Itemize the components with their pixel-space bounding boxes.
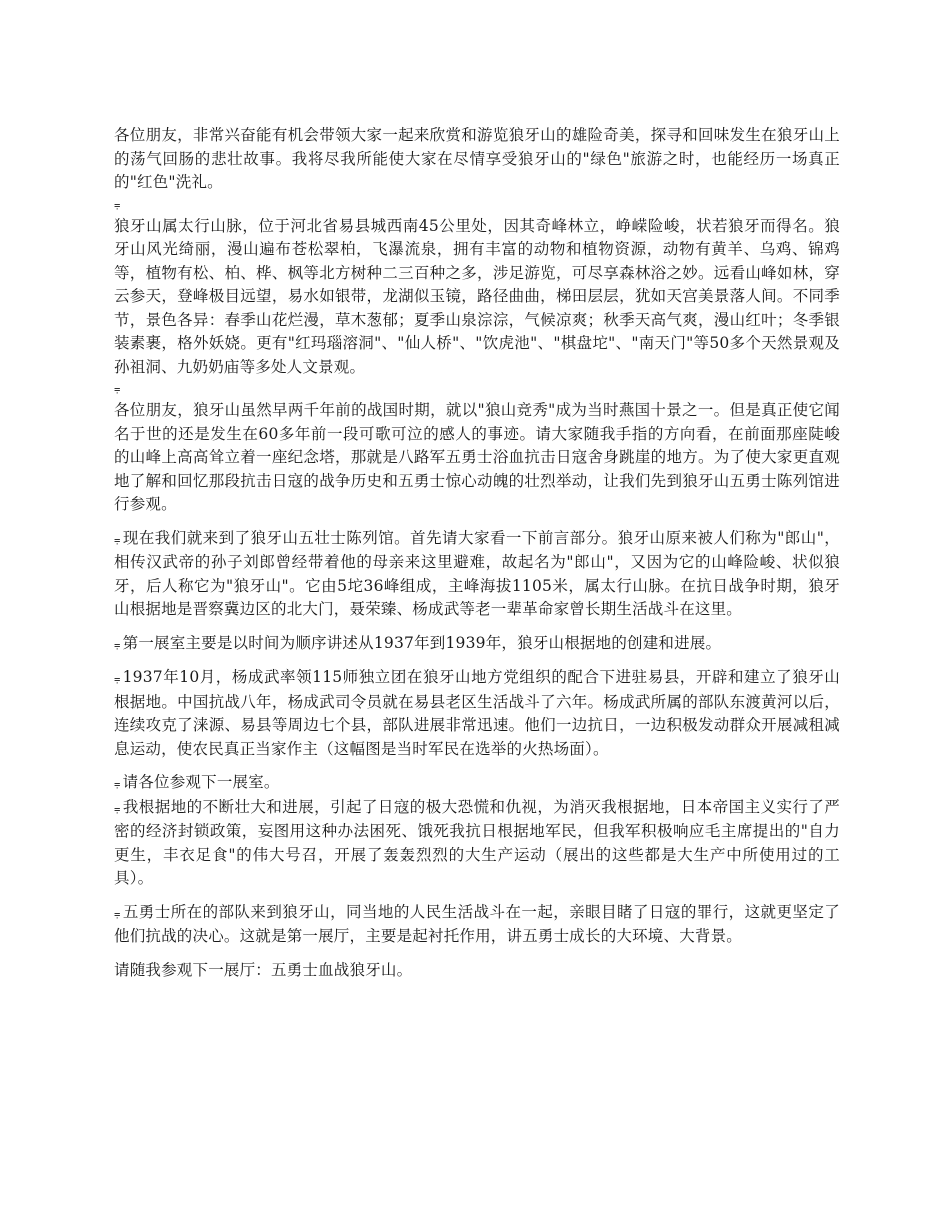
paragraph-first-hall <box>114 632 840 657</box>
paragraph-scenery: 狼牙山属太行山脉，位于河北省易县城西南45公里处，因其奇峰林立，峥嵘险峻，状若狼牙而得名。狼牙山风光绮丽，漫山遍布苍松翠柏，飞瀑流泉，拥有丰富的动物和植物资源，动物有黄羊、乌鸡、锦鸡等，植物有松、柏、桦、枫等北方树种二三百种之多，涉足游览，可尽享森林浴之妙。远看山峰如林，穿云参天，登峰极目远望，易水如银带，龙湖似玉镜，路径曲曲，梯田层层，犹如天宫美景落人间。不同季节，景色各异：春季山花烂漫，草木葱郁；夏季山泉淙淙，气候凉爽；秋季天高气爽，漫山红叶；冬季银装素裹，格外妖娆。更有"红玛瑙溶洞"、"仙人桥"、"饮虎池"、"棋盘坨"、"南天门"等50多个天然景观及孙祖洞、九奶奶庙等多处人文景观。 <box>114 216 840 376</box>
paragraph-history: 各位朋友，狼牙山虽然早两千年前的战国时期，就以"狼山竞秀"成为当时燕国十景之一。但是真正使它闻名于世的还是发生在60多年前一段可歌可泣的感人的事迹。请大家随我手指的方向看，在前面那座陡峻的山峰上高高耸立着一座纪念塔，那就是八路军五勇士浴血抗击日寇舍身跳崖的地方。为了使大家更直观地了解和回忆那段抗击日寇的战争历史和五勇士惊心动魄的壮烈举动，让我们先到狼牙山五勇士陈列馆进行参观。 <box>114 401 840 513</box>
paragraph-marker-icon: ⩦ <box>114 532 121 546</box>
paragraph-marker-icon: ⩦ <box>114 382 121 395</box>
paragraph-marker-icon: ⩦ <box>114 637 121 651</box>
paragraph-marker-icon: ⩦ <box>114 906 121 920</box>
paragraph-text: 我根据地的不断壮大和进展，引起了日寇的极大恐慌和仇视，为消灭我根据地，日本帝国主义实行了严密的经济封锁政策，妄图用这种办法困死、饿死我抗日根据地军民，但我军积极响应毛主席提出的"自力更生，丰衣足食"的伟大号召，开展了轰轰烈烈的大生产运动（展出的这些都是大生产中所使用过的工具）。 <box>114 797 840 887</box>
paragraph-1937 <box>114 666 840 761</box>
paragraph-text: 1937年到1939年，狼牙山根据地的创建和进展。 <box>373 633 722 652</box>
document-body <box>114 124 840 982</box>
paragraph-text: 1937年10月，杨成武率领115师独立团在狼牙山地方党组织的配合下进驻易县，开辟和建立了狼牙山根据地。中国抗战八年，杨成武司令员就在易县老区生活战斗了六年。杨成武所属的部队东渡黄河以后，连续攻克了涞源、易县等周边七个县，部队进展非常迅速。他们一边抗日，一边积极发动群众开展减租减息运动，使农民真正当家作主（这幅图是当时军民在选举的火热场面）。 <box>114 668 840 758</box>
paragraph-text: 请各位参观下一展室。 <box>122 773 280 791</box>
paragraph-marker-icon: ⩦ <box>114 197 121 211</box>
paragraph-marker-icon: ⩦ <box>114 801 121 815</box>
paragraph-marker-icon: ⩦ <box>114 777 121 790</box>
paragraph-five-heroes <box>114 901 840 949</box>
paragraph-next-room <box>114 771 840 796</box>
paragraph-text: 五勇士所在的部队来到狼牙山，同当地的人民生活战斗在一起，亲眼目睹了日寇的罪行，这就更坚定了他们抗战的决心。这就是第一展厅，主要是起衬托作用，讲五勇士成长的大环境、大背景。 <box>114 902 840 945</box>
paragraph-lead-text: 第一展室主要是以时间为顺序讲述从 <box>122 633 374 652</box>
paragraph-text: 现在我们就来到了狼牙山五壮士陈列馆。首先请大家看一下前言部分。狼牙山原来被人们称为"郎山"，相传汉武帝的孙子刘郎曾经带着他的母亲来这里避难，故起名为"郎山"，又因为它的山峰险峻、状似狼牙，后人称它为"狼牙山"。它由5坨36峰组成，主峰海拔1105米，属太行山脉。在抗日战争时期，狼牙山根据地是晋察冀边区的北大门，聂荣臻、杨成武等老一辈革命家曾长期生活战斗在这里。 <box>114 528 840 618</box>
paragraph-museum-preface <box>114 527 840 622</box>
paragraph-marker-icon: ⩦ <box>114 672 121 685</box>
paragraph-closing: 请随我参观下一展厅：五勇士血战狼牙山。 <box>114 960 413 979</box>
paragraph-production <box>114 796 840 891</box>
paragraph-intro: 各位朋友，非常兴奋能有机会带领大家一起来欣赏和游览狼牙山的雄险奇美，探寻和回味发生在狼牙山上的荡气回肠的悲壮故事。我将尽我所能使大家在尽情享受狼牙山的"绿色"旅游之时，也能经历一场真正的"红色"洗礼。 <box>114 126 840 191</box>
